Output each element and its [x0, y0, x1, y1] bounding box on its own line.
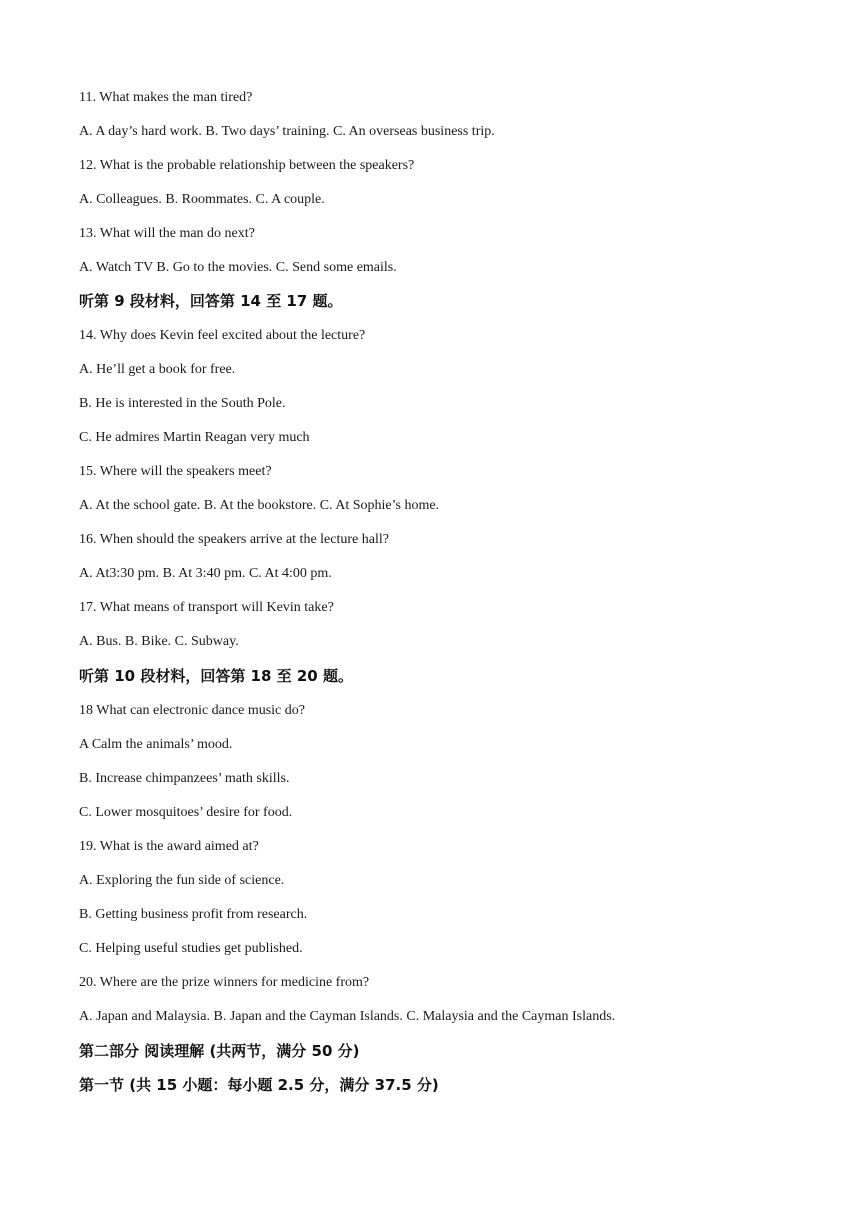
- question-14-option-b: B. He is interested in the South Pole.: [79, 396, 286, 411]
- question-20: 20. Where are the prize winners for medicine from?: [79, 975, 370, 990]
- question-15-options: A. At the school gate. B. At the bookstore. C. At Sophie’s home.: [79, 498, 440, 513]
- question-14: 14. Why does Kevin feel excited about the lecture?: [79, 328, 366, 343]
- question-19: 19. What is the award aimed at?: [79, 839, 259, 854]
- question-13-options: A. Watch TV B. Go to the movies. C. Send some emails.: [79, 260, 397, 275]
- question-18-option-a: A Calm the animals’ mood.: [79, 737, 233, 752]
- question-18-option-b: B. Increase chimpanzees’ math skills.: [79, 771, 290, 786]
- question-16-options: A. At3:30 pm. B. At 3:40 pm. C. At 4:00 pm.: [79, 566, 332, 581]
- part-two-heading: 第二部分 阅读理解 (共两节，满分 50 分): [79, 1042, 360, 1060]
- question-11: 11. What makes the man tired?: [79, 90, 253, 105]
- question-13: 13. What will the man do next?: [79, 226, 255, 241]
- question-20-options: A. Japan and Malaysia. B. Japan and the Cayman Islands. C. Malaysia and the Cayman Islands.: [79, 1009, 616, 1024]
- question-17: 17. What means of transport will Kevin take?: [79, 600, 334, 615]
- question-16: 16. When should the speakers arrive at the lecture hall?: [79, 532, 389, 547]
- question-14-option-c: C. He admires Martin Reagan very much: [79, 430, 310, 445]
- question-19-option-a: A. Exploring the fun side of science.: [79, 873, 285, 888]
- section-one-heading: 第一节 (共 15 小题：每小题 2.5 分，满分 37.5 分): [79, 1076, 439, 1094]
- question-19-option-b: B. Getting business profit from research.: [79, 907, 308, 922]
- question-12-options: A. Colleagues. B. Roommates. C. A couple.: [79, 192, 325, 207]
- question-18-option-c: C. Lower mosquitoes’ desire for food.: [79, 805, 293, 820]
- question-11-options: A. A day’s hard work. B. Two days’ training. C. An overseas business trip.: [79, 124, 495, 139]
- question-12: 12. What is the probable relationship between the speakers?: [79, 158, 415, 173]
- question-18: 18 What can electronic dance music do?: [79, 703, 305, 718]
- section-heading-passage-9: 听第 9 段材料，回答第 14 至 17 题。: [79, 292, 343, 310]
- section-heading-passage-10: 听第 10 段材料，回答第 18 至 20 题。: [79, 667, 353, 685]
- question-19-option-c: C. Helping useful studies get published.: [79, 941, 303, 956]
- question-15: 15. Where will the speakers meet?: [79, 464, 272, 479]
- question-14-option-a: A. He’ll get a book for free.: [79, 362, 236, 377]
- question-17-options: A. Bus. B. Bike. C. Subway.: [79, 634, 239, 649]
